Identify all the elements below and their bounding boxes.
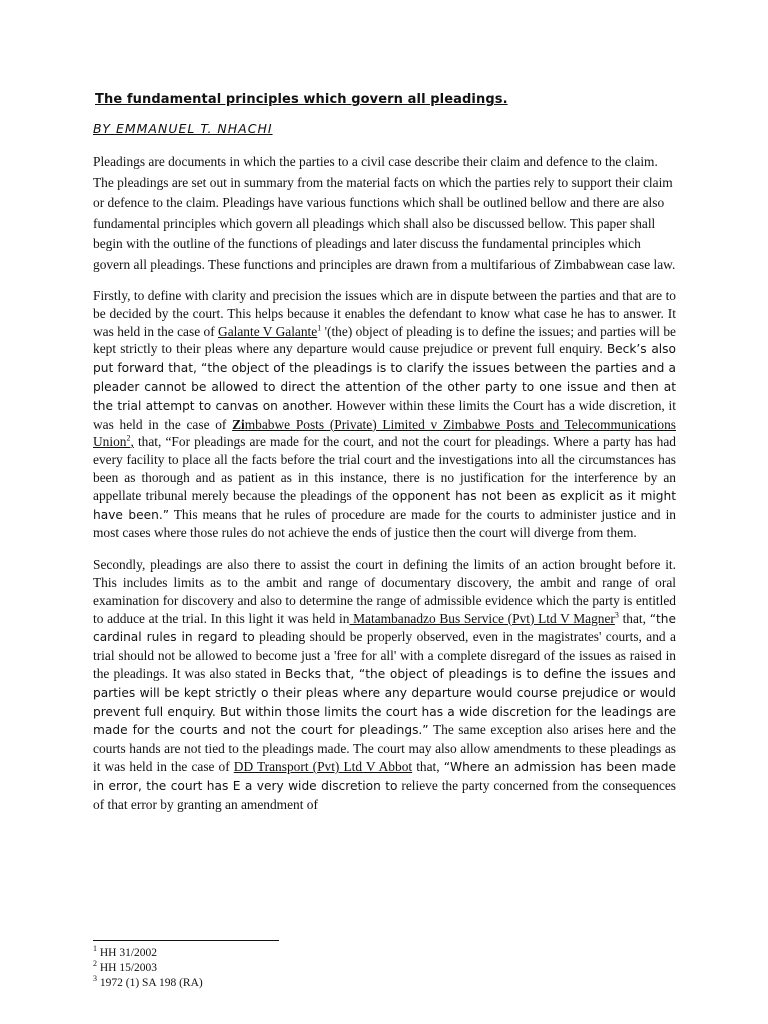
text-span: '(the) object of pleading is to define the issues; and parties will be kept strictly to their pleas where any departure would cause prejudice or prevent full enquiry. xyxy=(93,323,676,357)
footnote-text: HH 31/2002 xyxy=(97,947,158,959)
paragraph-intro: Pleadings are documents in which the parties to a civil case describe their claim and defence to the claim. The pleadings are set out in summary from the material facts on which the parties rely to support their claim or defence to the claim. Pleadings have various functions which shall be outlined bellow and there are also fundamental principles which govern all pleadings which shall also be discussed bellow. This paper shall begin with the outline of the functions of pleadings and later discuss the fundamental principles which govern all pleadings. These functions and principles are drawn from a multifarious of Zimbabwean case law. xyxy=(93,154,676,272)
text-span: Firstly, to define with clarity and precision the issues which are in dispute between the parties and that are to be decided by the court. This helps because it enables the defendant to know what case he has to answer. It was held in the case of xyxy=(93,288,676,339)
quote-span: Becks that, “the object of pleadings is to define the issues and parties will be kept strictly o their pleas where any departure would course prejudice or would prevent full enquiry. But within those limits the court has a wide discretion for the xyxy=(93,666,676,719)
quote-span: leadings are made for the courts and not the court for pleadings.” xyxy=(93,704,676,738)
text-span: that, xyxy=(618,610,650,626)
footnote-item xyxy=(93,976,203,991)
case-citation-matambanadzo: Matambanadzo Bus Service (Pvt) Ltd V Magner xyxy=(349,610,615,626)
quote-span: opponent has not been as explicit as it might have been.” xyxy=(93,488,676,522)
footnote-text: 1972 (1) SA 198 (RA) xyxy=(97,977,203,989)
text-span: Secondly, pleadings are also there to assist the court in defining the limits of an action brought before it. This includes limits as to the ambit and range of documentary discovery, the ambit and range of oral examination for discovery and also to determine the range of admissible evidence which the party is entitled to adduce at the trial. In this light it was held in xyxy=(93,557,676,626)
document-page xyxy=(93,92,676,827)
footnote-ref-3: 3 xyxy=(614,610,619,620)
text-span: However within these limits the Court has a wide discretion, it was held in the case of xyxy=(93,397,676,432)
footnote-text: HH 15/2003 xyxy=(97,962,158,974)
footnote-ref-2: 2 xyxy=(126,433,131,443)
footnotes xyxy=(93,946,203,991)
paragraph-secondly xyxy=(93,556,676,813)
footnote-number: 1 xyxy=(93,944,97,954)
text-span: that, xyxy=(412,758,444,774)
quote-span: “the cardinal rules in regard to xyxy=(93,611,677,645)
paragraph-firstly xyxy=(93,287,676,542)
text-span: relieve the party concerned from the consequences of that error by granting an amendment of xyxy=(93,777,677,812)
document-title: The fundamental principles which govern all pleadings. xyxy=(95,92,508,107)
author-byline: BY EMMANUEL T. NHACHI xyxy=(93,121,273,136)
text-span: This means that he rules of procedure are made for the courts to administer justice and in most cases where those rules do not achieve the ends of justice then the court will diverge from them. xyxy=(93,506,676,541)
footnote-separator xyxy=(93,940,279,941)
footnote-item xyxy=(93,946,203,961)
case-citation-rest: mbabwe Posts (Private) Limited v Zimbabwe Posts and Telecommunications Union xyxy=(93,416,676,450)
quote-span: Beck’s also put forward that, “the object of the pleadings is to clarify the issues between the parties and a pleader cannot be allowed to direct the attention of the other party to one issue and then at the trial attempt to canvas on another. xyxy=(93,342,676,413)
case-citation-galante: Galante V Galante xyxy=(218,323,318,339)
case-citation-dd-transport: DD Transport (Pvt) Ltd V Abbot xyxy=(233,758,413,774)
footnote-number: 3 xyxy=(93,974,97,984)
case-citation-tail: , xyxy=(130,434,134,450)
quote-span: “Where an admission has been made in error, the court has E a very wide discretion to xyxy=(93,759,677,793)
text-span: The same exception also arises here and the courts hands are not tied to the pleadings made. The court may also allow amendments to these pleadings as it was held in the case of xyxy=(93,722,677,774)
text-span: that, “For pleadings are made for the court, and not the court for pleadings. Where a party has had every facility to place all the facts before the trial court and the investigations into all the circumstances has been as thorough and as patient as in this instance, there is no justification for the interference by an appellate tribunal merely because the pleadings of the xyxy=(93,434,676,503)
case-citation-bold-prefix: Zi xyxy=(232,416,245,432)
text-span: pleading should be properly observed, even in the magistrates' courts, and a trial should not be allowed to become just a 'free for all' with a complete disregard of the issues as raised in the pleadings. It was also stated in xyxy=(93,629,676,681)
footnote-number: 2 xyxy=(93,959,97,969)
footnote-ref-1: 1 xyxy=(317,323,322,333)
footnote-item xyxy=(93,961,203,976)
